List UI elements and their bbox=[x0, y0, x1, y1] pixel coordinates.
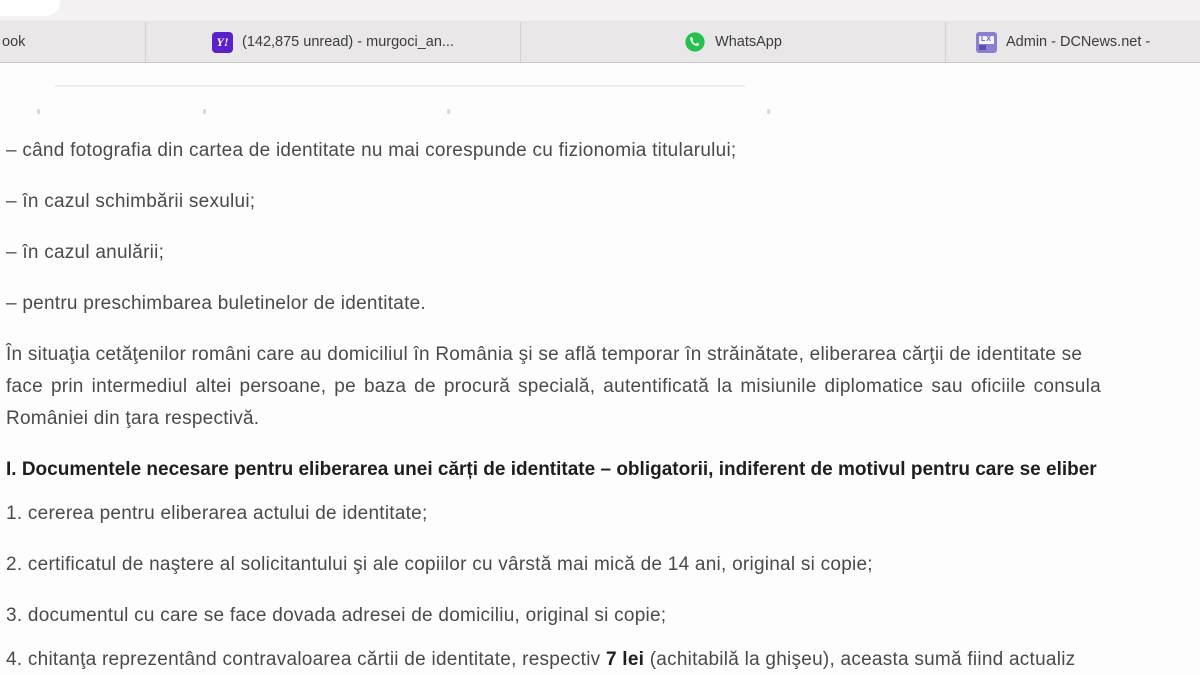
paragraph-line: face prin intermediul altei persoane, pe baza de procură specială, autentificată la misiunile diplomatice sau oficiile consula bbox=[6, 376, 1101, 397]
tab-whatsapp[interactable] bbox=[520, 22, 945, 62]
paragraph-line: României din ţara respectivă. bbox=[6, 408, 260, 429]
tab-facebook-label: ook bbox=[2, 34, 26, 50]
tab-facebook[interactable] bbox=[0, 22, 145, 62]
cropped-text-remnant bbox=[55, 85, 745, 87]
window-top-strip bbox=[0, 0, 1200, 22]
list-item-receipt-prefix: 4. chitanţa reprezentând contravaloarea cărtii de identitate, respectiv bbox=[6, 649, 606, 670]
tab-bar bbox=[0, 22, 1200, 63]
tab-dcnews-admin[interactable] bbox=[945, 22, 1199, 62]
article-content bbox=[0, 63, 1200, 675]
yahoo-mail-icon: Y! bbox=[212, 32, 233, 53]
list-item-request: 1. cererea pentru eliberarea actului de identitate; bbox=[6, 503, 428, 524]
text-artifact bbox=[767, 109, 770, 114]
whatsapp-icon bbox=[684, 31, 706, 53]
list-item-receipt bbox=[6, 644, 1200, 675]
text-artifact bbox=[203, 109, 206, 114]
paragraph-abroad-procedure bbox=[6, 339, 1200, 435]
list-item-receipt-suffix: (achitabilă la ghişeu), aceasta sumă fiind actualiz bbox=[644, 649, 1076, 670]
fee-amount: 7 lei bbox=[605, 649, 645, 670]
dcnews-favicon bbox=[976, 32, 997, 53]
bullet-annulment: – în cazul anulării; bbox=[6, 242, 165, 263]
dcnews-favicon-detail bbox=[979, 45, 986, 50]
dcnews-favicon-glyph: LX bbox=[979, 36, 994, 44]
tab-yahoo-mail-label: (142,875 unread) - murgoci_an... bbox=[242, 34, 454, 50]
tab-dcnews-admin-label: Admin - DCNews.net - bbox=[1006, 34, 1151, 50]
paragraph-line: În situaţia cetăţenilor români care au domiciliul în România şi se află temporar în străinătate, eliberarea cărţii de identitate se bbox=[6, 344, 1083, 365]
tab-whatsapp-label: WhatsApp bbox=[715, 34, 782, 50]
bullet-old-id-exchange: – pentru preschimbarea buletinelor de identitate. bbox=[6, 293, 426, 314]
list-item-address-proof: 3. documentul cu care se face dovada adresei de domiciliu, original si copie; bbox=[6, 605, 667, 626]
text-artifact bbox=[447, 109, 450, 114]
bullet-photo-mismatch: – când fotografia din cartea de identitate nu mai corespunde cu fizionomia titularului; bbox=[6, 140, 737, 161]
tab-yahoo-mail[interactable] bbox=[145, 22, 520, 62]
section-heading-required-documents: I. Documentele necesare pentru eliberarea unei cărți de identitate – obligatorii, indiferent de motivul pentru care se eliber bbox=[6, 459, 1097, 480]
bullet-sex-change: – în cazul schimbării sexului; bbox=[6, 191, 256, 212]
window-corner bbox=[0, 0, 60, 16]
text-artifact bbox=[37, 109, 40, 114]
list-item-birth-certificate: 2. certificatul de naştere al solicitantului şi ale copiilor cu vârstă mai mică de 14 ani, original si copie; bbox=[6, 554, 873, 575]
